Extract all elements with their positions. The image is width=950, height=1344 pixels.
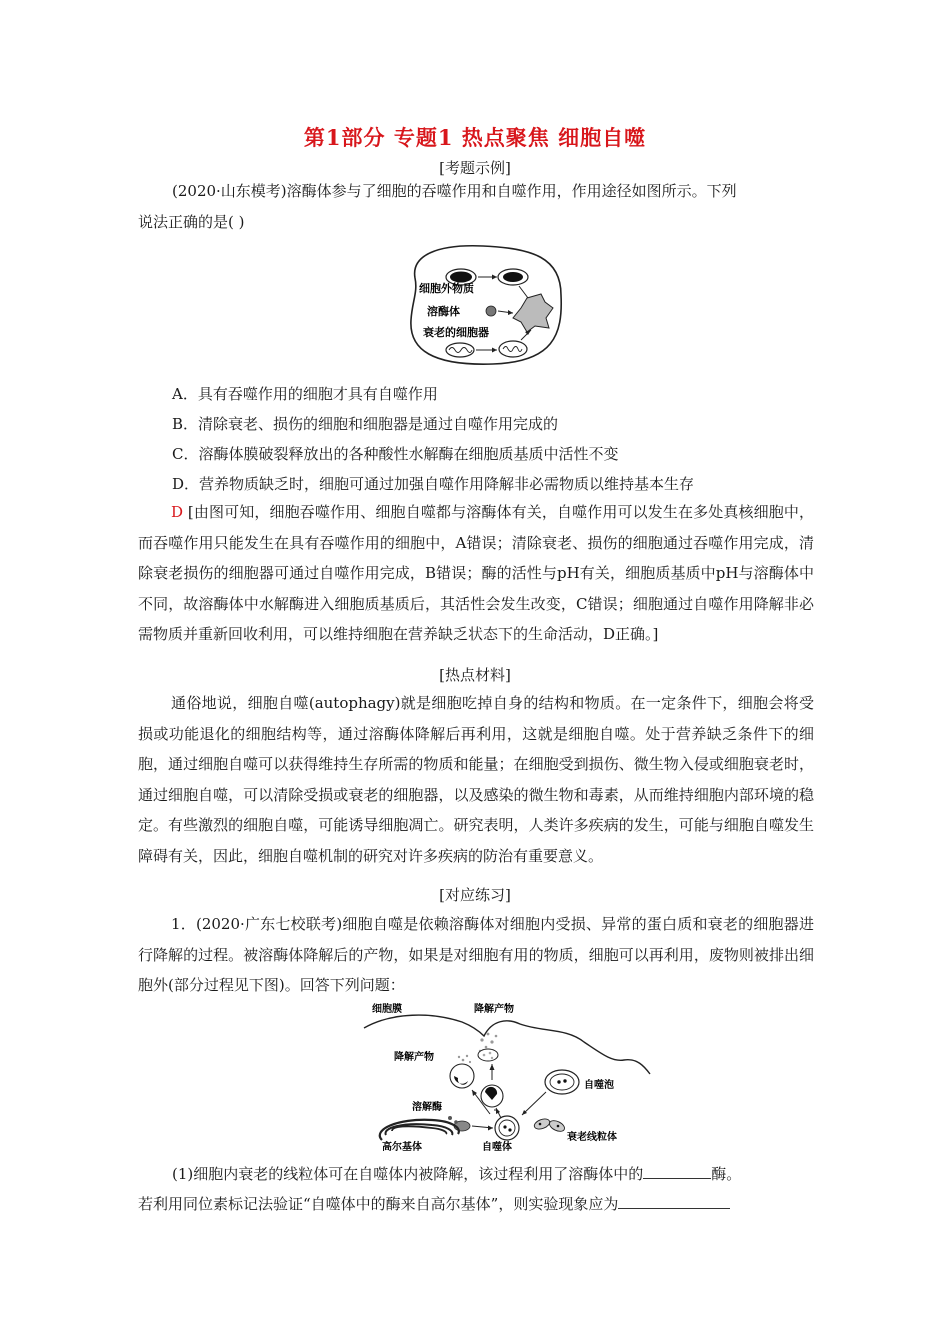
q1-text-part2: 若利用同位素标记法验证“自噬体中的酶来自高尔基体”，则实验现象应为 [138,1195,619,1213]
section-header-material: [热点材料] [439,666,511,684]
label-aging-mito: 衰老线粒体 [567,1132,617,1143]
label-degradation-top: 降解产物 [474,1004,514,1015]
answer-explanation [138,497,814,650]
exercise1-stem: 1．(2020·广东七校联考)细胞自噬是依赖溶酶体对细胞内受损、异常的蛋白质和衰老的细胞器进行降解的过程。被溶酶体降解后的产物，如果是对细胞有用的物质，细胞可以再利用，废物则被排出细胞外(部分过程见下图)。回答下列问题： [138,915,814,994]
label-golgi: 高尔基体 [382,1142,422,1152]
page-title: 第1部分 专题1 热点聚焦 细胞自噬 [303,125,647,150]
question-stem-line2: 说法正确的是( ) [138,213,245,231]
label-extracellular: 细胞外物质 [419,282,474,295]
exercise1-q1-line2 [138,1192,730,1214]
section-header-example: [考题示例] [439,159,511,177]
label-lysosome: 溶酶体 [427,305,460,318]
figure-cell-autophagy [403,240,567,370]
question-stem-line1: (2020·山东模考)溶酶体参与了细胞的吞噬作用和自噬作用，作用途径如图所示。下列 [172,182,737,200]
answer-text: [由图可知，细胞吞噬作用、细胞自噬都与溶酶体有关，自噬作用可以发生在多处真核细胞中，而吞噬作用只能发生在具有吞噬作用的细胞中，A错误；清除衰老、损伤的细胞通过吞噬作用完成，清除衰老损伤的细胞器可通过自噬作用完成，B错误；酶的活性与pH有关，细胞质基质中pH与溶酶体中不同，故溶酶体中水解酶进入细胞质基质后，其活性会发生改变，C错误；细胞通过自噬作用降解非必需物质并重新回收利用，可以维持细胞在营养缺乏状态下的生命活动，D正确。] [138,503,814,643]
answer-letter: D [171,503,184,521]
option-a: A．具有吞噬作用的细胞才具有自噬作用 [172,385,438,403]
label-lysozyme: 溶解酶 [412,1102,442,1113]
figure-autophagy-process [362,1000,652,1152]
label-autophagosome: 自噬泡 [584,1080,614,1091]
option-c: C．溶酶体膜破裂释放出的各种酸性水解酶在细胞质基质中活性不变 [172,445,619,463]
option-d: D．营养物质缺乏时，细胞可通过加强自噬作用降解非必需物质以维持基本生存 [172,475,695,493]
material-text: 通俗地说，细胞自噬(autophagy)就是细胞吃掉自身的结构和物质。在一定条件下，细胞会将受损或功能退化的细胞结构等，通过溶酶体降解后再利用，这就是细胞自噬。处于营养缺乏条件下的细胞，通过细胞自噬可以获得维持生存所需的物质和能量；在细胞受到损伤、微生物入侵或细胞衰老时，通过细胞自噬，可以清除受损或衰老的细胞器，以及感染的微生物和毒素，从而维持细胞内部环境的稳定。有些激烈的细胞自噬，可能诱导细胞凋亡。研究表明，人类许多疾病的发生，可能与细胞自噬发生障碍有关，因此，细胞自噬机制的研究对许多疾病的防治有重要意义。 [138,694,814,865]
label-degradation-left: 降解产物 [394,1052,434,1063]
q1-answer-blank-2[interactable] [618,1192,730,1209]
q1-text-part1-end: 酶。 [711,1165,742,1183]
q1-answer-blank-1[interactable] [643,1162,711,1179]
label-membrane: 细胞膜 [372,1004,402,1015]
section-header-practice: [对应练习] [439,886,511,904]
q1-text-part1: (1)细胞内衰老的线粒体可在自噬体内被降解，该过程利用了溶酶体中的 [172,1165,644,1183]
exercise1-q1-line1 [172,1162,741,1184]
label-aging-organelle: 衰老的细胞器 [423,326,489,339]
label-autolysosome: 自噬体 [482,1142,512,1152]
option-b: B．清除衰老、损伤的细胞和细胞器是通过自噬作用完成的 [172,415,559,433]
